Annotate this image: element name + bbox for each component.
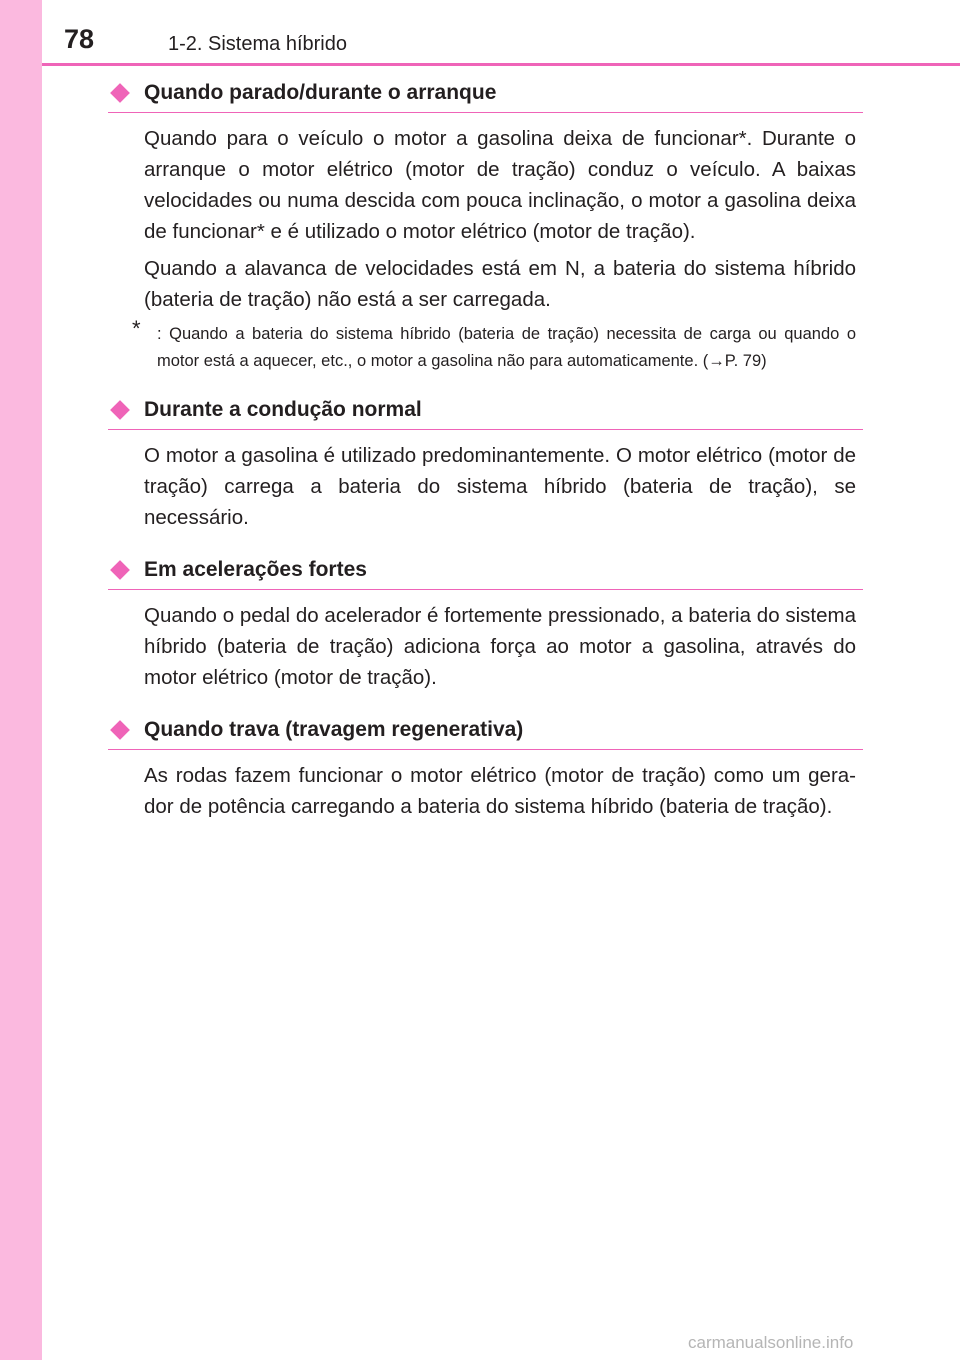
section-heading [108,713,863,750]
page-header [42,0,960,66]
footnote-marker: * [132,316,141,341]
diamond-bullet-icon [110,720,130,740]
paragraph: As rodas fazem funcionar o motor elétrico (motor de tração) como um gera-dor de potência carregando a bateria do sistema híbrido (bateria de tração). [144,764,856,818]
diamond-bullet-icon [110,83,130,103]
footnote-text: : Quando a bateria do sistema híbrido (bateria de tração) necessita de carga ou quando o motor está a aquecer, etc., o motor a gasolina não para automaticamente. (→P. 79) [157,325,856,370]
heading-text: Durante a condução normal [144,398,422,421]
section-heading [108,76,863,113]
page-content [108,76,863,828]
section-title: 1-2. Sistema híbrido [168,33,347,55]
section-regenerative-braking [108,713,863,822]
heading-text: Quando trava (travagem regenerativa) [144,718,524,741]
paragraph: Quando para o veículo o motor a gasolina deixa de funcionar*. Durante o arranque o motor elétrico (motor de tração) conduz o veículo. A baixas velocidades ou numa descida com pouca inclinação, o motor a gasolina deixa de funcionar* e é utilizado o motor elétrico (motor de tração). [144,127,856,243]
section-strong-acceleration [108,553,863,713]
footnote [132,316,856,375]
section-heading [108,393,863,430]
side-tab-strip [0,0,42,1360]
paragraph: Quando a alavanca de velocidades está em N, a bateria do sistema híbrido (bateria de tração) não está a ser carregada. [144,257,856,311]
watermark: carmanualsonline.info [688,1333,854,1352]
heading-text: Quando parado/durante o arranque [144,81,497,104]
section-stopped-start [108,76,863,375]
diamond-bullet-icon [110,400,130,420]
diamond-bullet-icon [110,560,130,580]
paragraph: O motor a gasolina é utilizado predominantemente. O motor elétrico (motor de tração) carrega a bateria do sistema híbrido (bateria de tração), se necessário. [144,444,856,529]
section-heading [108,553,863,590]
heading-text: Em acelerações fortes [144,558,367,581]
header-rule [42,63,960,66]
page-number: 78 [64,24,95,54]
section-normal-driving [108,393,863,553]
paragraph: Quando o pedal do acelerador é fortemente pressionado, a bateria do sistema híbrido (bateria de tração) adiciona força ao motor a gasolina, através do motor elétrico (motor de tração). [144,604,856,689]
